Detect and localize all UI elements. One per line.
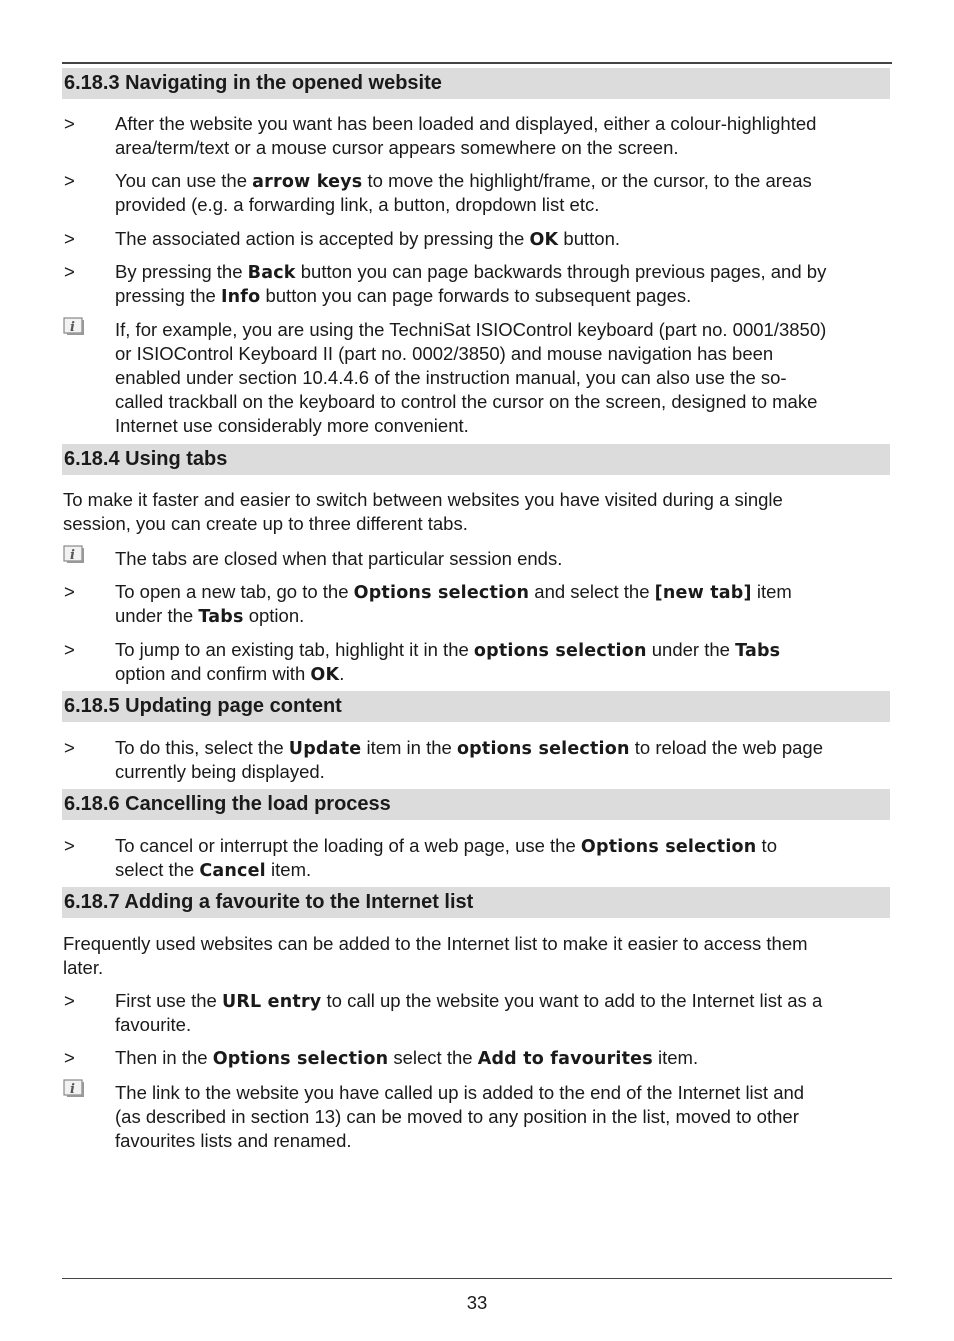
bold-term: Info [220,287,261,307]
bullet-marker: > [64,228,75,249]
info-note-icon [63,1078,85,1098]
bold-term: arrow keys [252,172,363,192]
bold-term: Options selection [353,583,530,603]
bold-term: URL entry [221,992,322,1012]
paragraph-line: later. [63,957,104,978]
section-heading-updating: 6.18.5 Updating page content [62,691,890,722]
paragraph-line: To open a new tab, go to the Options selection and select the [new tab] item [115,581,792,603]
page-number: 33 [466,1292,488,1313]
bold-term: options selection [456,739,630,759]
bullet-marker: > [64,581,75,602]
paragraph-line: Frequently used websites can be added to the Internet list to make it easier to access them [63,933,808,954]
bullet-marker: > [64,113,75,134]
bold-term: Options selection [580,837,757,857]
bold-term: Tabs [198,607,244,627]
bold-term: OK [310,665,340,685]
bold-term: Back [247,263,296,283]
paragraph-line: area/term/text or a mouse cursor appears somewhere on the screen. [115,137,679,158]
paragraph-line: First use the URL entry to call up the website you want to add to the Internet list as a [115,990,823,1012]
bold-term: Update [288,739,362,759]
bold-term: Options selection [212,1049,389,1069]
info-note-icon [63,544,85,564]
bullet-marker: > [64,639,75,660]
section-heading-navigating: 6.18.3 Navigating in the opened website [62,68,890,99]
paragraph-line: option and confirm with OK. [115,663,345,685]
bullet-marker: > [64,737,75,758]
section-heading-cancelling: 6.18.6 Cancelling the load process [62,789,890,820]
paragraph-line: To do this, select the Update item in the options selection to reload the web page [115,737,824,759]
footer-rule [62,1278,892,1279]
bold-term: Add to favourites [477,1049,653,1069]
svg-text:i: i [70,548,75,563]
paragraph-line: session, you can create up to three different tabs. [63,513,468,534]
paragraph-line: Then in the Options selection select the Add to favourites item. [115,1047,699,1069]
paragraph-line: By pressing the Back button you can page backwards through previous pages, and by [115,261,827,283]
bold-term: Tabs [735,641,781,661]
note-line: (as described in section 13) can be moved to any position in the list, moved to other [115,1106,799,1127]
note-line: called trackball on the keyboard to control the cursor on the screen, designed to make [115,391,818,412]
paragraph-line: You can use the arrow keys to move the highlight/frame, or the cursor, to the areas [115,170,812,192]
bold-term: Cancel [199,861,266,881]
bullet-marker: > [64,170,75,191]
paragraph-line: After the website you want has been loaded and displayed, either a colour-highlighted [115,113,817,134]
svg-text:i: i [70,1082,75,1097]
bullet-marker: > [64,835,75,856]
paragraph-line: To jump to an existing tab, highlight it in the options selection under the Tabs [115,639,781,661]
bullet-marker: > [64,261,75,282]
paragraph-line: To cancel or interrupt the loading of a web page, use the Options selection to [115,835,777,857]
svg-text:i: i [70,320,75,335]
note-line: If, for example, you are using the TechniSat ISIOControl keyboard (part no. 0001/3850) [115,319,827,340]
paragraph-line: favourite. [115,1014,192,1035]
note-line: or ISIOControl Keyboard II (part no. 0002/3850) and mouse navigation has been [115,343,774,364]
info-note-icon [63,316,85,336]
note-line: favourites lists and renamed. [115,1130,352,1151]
note-line: enabled under section 10.4.4.6 of the instruction manual, you can also use the so- [115,367,787,388]
bold-term: OK [529,230,559,250]
paragraph-line: The associated action is accepted by pressing the OK button. [115,228,620,250]
paragraph-line: To make it faster and easier to switch between websites you have visited during a single [63,489,783,510]
bold-term: [new tab] [654,583,752,603]
section-heading-adding-favourite: 6.18.7 Adding a favourite to the Internet list [62,887,890,918]
top-rule [62,62,892,64]
bullet-marker: > [64,1047,75,1068]
note-line: The tabs are closed when that particular session ends. [115,548,563,569]
paragraph-line: currently being displayed. [115,761,325,782]
bullet-marker: > [64,990,75,1011]
bold-term: options selection [473,641,647,661]
note-line: Internet use considerably more convenient. [115,415,469,436]
paragraph-line: under the Tabs option. [115,605,305,627]
paragraph-line: select the Cancel item. [115,859,312,881]
paragraph-line: provided (e.g. a forwarding link, a button, dropdown list etc. [115,194,600,215]
paragraph-line: pressing the Info button you can page forwards to subsequent pages. [115,285,692,307]
section-heading-using-tabs: 6.18.4 Using tabs [62,444,890,475]
note-line: The link to the website you have called up is added to the end of the Internet list and [115,1082,805,1103]
